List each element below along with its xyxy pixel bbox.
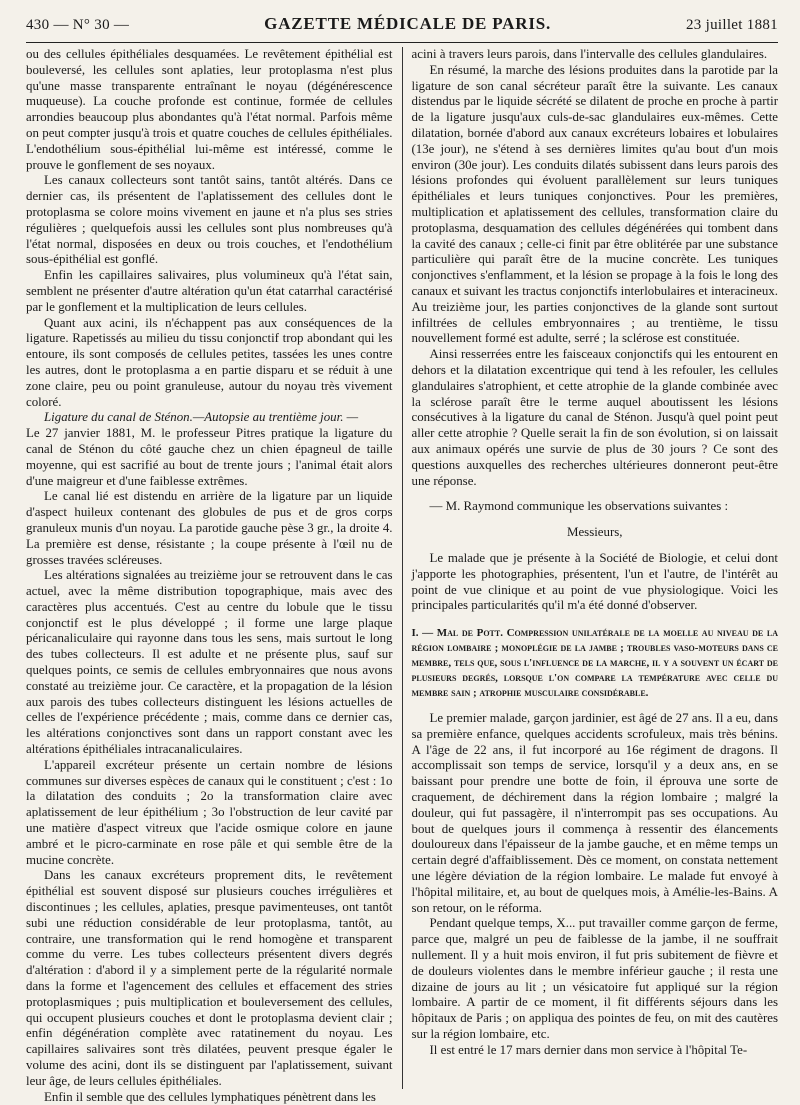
paragraph: Le premier malade, garçon jardinier, est âgé de 27 ans. Il a eu, dans sa première enfance, quelques accidents scrofuleux, mais très bénins. A l'âge de 22 ans, il fut incorporé au 16e régiment de dragons. Il accomplissait son temps de service, lorsqu'il y a deux ans, en se baissant pour prendre une botte de foin, il éprouva une sorte de craquement, de déchirement dans la région lombaire ; malgré la douleur, qui fut passagère, il n'interrompit pas ses occupations. Au bout de quelques jours il commença à ressentir des élancements douloureux dans l'épaisseur de la jambe gauche, et en même temps un certain degré d'affaiblissement. Dès ce moment, on constata nettement une légère déviation de la région lombaire. Le malade fut envoyé à l'hôpital militaire, et, au bout de quelques mois, à Amélie-les-Bains. A son retour, on le réforma. — [411, 711, 778, 915]
paragraph: acini à travers leurs parois, dans l'intervalle des cellules glandulaires. — [411, 47, 768, 61]
page-header — [26, 14, 778, 38]
page-number: 430 — N° 30 — — [26, 17, 130, 33]
paragraph: Il est entré le 17 mars dernier dans mon service à l'hôpital Te- — [429, 1042, 748, 1057]
paragraph: Enfin les capillaires salivaires, plus volumineux qu'à l'état sain, semblent ne présenter d'autre altération qu'un état catarrhal caractérisé par le gonflement et la multiplication de leurs cellules. — [26, 268, 393, 314]
journal-title: GAZETTE MÉDICALE DE PARIS. — [264, 14, 552, 33]
paragraph: ou des cellules épithéliales desquamées. Le revêtement épithélial est bouleversé, les cellules sont aplaties, leur protoplasma n'est plus qu'une masse transparente entraînant le noyau (dégénérescence muqueuse). La couche profonde est continue, formée de cellules arrondies beaucoup plus abondantes qu'à l'état normal. Parfois même on peut compter jusqu'à trois et quatre couches de cellules épithéliales. L'endothélium sous-épithélial lui-même est intéressé, comme le prouve le gonflement de ses noyaux. — [26, 47, 393, 172]
communication-line: — M. Raymond communique les observations suivantes : — [429, 499, 729, 514]
paragraph: Le malade que je présente à la Société de Biologie, et celui dont j'apporte les photographies, présentent, l'un et l'autre, de l'intérêt au point de vue clinique et au point de vue physiologique. Voici les principales particularités qu'il m'a été donné d'observer. — [411, 550, 778, 613]
paragraph: Pendant quelque temps, X... put travailler comme garçon de ferme, parce que, malgré un peu de faiblesse de la jambe, il ne souffrait nullement. Il y a huit mois environ, il fut pris subitement de fièvre et de douleurs violentes dans le membre inférieur gauche ; il resta une dizaine de jours au lit ; un vésicatoire fut appliqué sur la région lombaire. A partir de ce moment, il fit différents séjours dans les hôpitaux de Paris ; on appliqua des pointes de feu, on mit des cautères sur la région lombaire, etc. — [411, 916, 778, 1042]
paragraph: Enfin il semble que des cellules lymphatiques pénètrent dans les — [44, 1089, 376, 1104]
issue-date: 23 juillet 1881 — [685, 17, 778, 33]
paragraph: Ainsi resserrées entre les faisceaux conjonctifs qui les entourent en dehors et la dilatation excentrique qui tend à les refouler, les cellules glandulaires s'atrophient, et cette atrophie de la glande combinée avec la sclérose paraît être le terme auquel aboutissent les lésions consécutives à la ligature du canal de Sténon. Jusqu'à quel point peut aller cette atrophie ? Quelle serait la fin de son évolution, si on laissait aux animaux opérés une survie de plus de 30 jours ? Ce sont des questions auxquelles des recherches ultérieures donneront peut-être une réponse. — [411, 347, 778, 488]
paragraph: Le 27 janvier 1881, M. le professeur Pitres pratique la ligature du canal de Sténon du côté gauche chez un chien épagneul de taille moyenne, qui est sacrifié au bout de trente jours ; l'animal était alors d'une maigreur et d'une faiblesse extrêmes. — [26, 426, 393, 488]
paragraph: Les canaux collecteurs sont tantôt sains, tantôt altérés. Dans ce dernier cas, ils présentent de l'aplatissement des cellules dont le protoplasma se colore moins vivement en jaune et n'a plus ses stries régulières ; quelquefois aussi les cellules sont plus nombreuses qu'à l'état normal, disposées en deux ou trois couches, et l'endothélium sous-épithélial est gonflé. — [26, 173, 393, 267]
paragraph: Dans les canaux excréteurs proprement dits, le revêtement épithélial est souvent disposé sur plusieurs couches irrégulières et discontinues ; les cellules, aplaties, presque pavimenteuses, ont tantôt subi une réduction considérable de leur protoplasma, tantôt, au contraire, une transformation qui le rend homogène et transparent comme du verre. Les tubes collecteurs présentent divers degrés d'altération : d'abord il y a simplement perte de la régularité normale dans la forme et l'agencement des cellules et effacement des stries protoplasmiques ; puis multiplication et bouleversement des cellules, qui occupent plusieurs couches et dont le protoplasma devient clair ; enfin dégénération complète avec ratatinement du noyau. Les capillaires salivaires sont très dilatées, peuvent presque égaler le volume des acini, dont ils se distinguent par l'aplatissement, suivant leur âge, de leurs cellules épithéliales. — [26, 868, 393, 1088]
section-heading: Ligature du canal de Sténon.—Autopsie au trentième jour. — — [44, 410, 359, 425]
paragraph: En résumé, la marche des lésions produites dans la parotide par la ligature de son canal sécréteur paraît être la suivante. Les canaux distendus par le liquide sécrété se dilatent de proche en proche à partir de la ligature jusqu'aux culs-de-sac glandulaires eux-mêmes. Cette dilatation, bornée d'abord aux canaux excréteurs lobaires et lobulaires (13e jour), ne s'étend à ses dernières limites qu'au bout d'un mois environ (30e jour). Les conduits dilatés subissent dans leurs parois des lésions profondes qui évoluent parallèlement sur leurs tuniques épithéliales et leurs tuniques conjonctives. Pour les premières, multiplication et aplatissement des cellules, transformation claire du protoplasma, desquamation des cellules dégénérées qui tombent dans la cavité des canaux ; celle-ci finit par être oblitérée par une substance particulière qui paraît être de la mucine concrète. Les tuniques conjonctives s'enflamment, et la lésion se propage à la fois le long des canaux et suivant les tractus conjonctifs interlobulaires et interacineux. Au treizième jour, les parties conjonctives de la glande sont surtout infiltrées de cellules embryonnaires ; au trentième, le tissu nouvellement formé est adulte, serré ; la sclérose est constituée. — [411, 62, 778, 346]
observation-title: I. — Mal de Pott. Compression unilatérale de la moelle au niveau de la région lombaire ; monoplégie de la jambe ; troubles vaso-moteurs dans ce membre, tels que, sous l'influence de la marche, il y a souvent un écart de plusieurs degrés, lorsque l'on compare la température avec celle du membre sain ; atrophie musculaire considérable. — [411, 627, 778, 700]
header-rule — [26, 42, 778, 43]
salutation: Messieurs, — [567, 525, 623, 540]
paragraph: Le canal lié est distendu en arrière de la ligature par un liquide d'aspect huileux contenant des globules de pus et de gros corps granuleux munis d'un noyau. La parotide gauche pèse 3 gr., la droite 4. La première est dense, résistante ; la coupe présente à l'œil nu de grosses travées scléreuses. — [26, 489, 393, 567]
paragraph: L'appareil excréteur présente un certain nombre de lésions communes sur diverses espèces de canaux qui le constituent ; c'est : 1o la dilatation des conduits ; 2o la transformation claire avec aplatissement de leur épithélium ; 3o l'obstruction de leur cavité par une matière d'aspect vitreux que l'acide osmique colore en jaune ambré et le picro-carminate en rose pâle et qui semble être de la mucine concrète. — [26, 757, 393, 867]
text-columns — [26, 47, 778, 1104]
right-column — [402, 47, 779, 1089]
paragraph: Quant aux acini, ils n'échappent pas aux conséquences de la ligature. Rapetissés au milieu du tissu conjonctif trop abondant qui les entoure, ils sont composés de cellules petites, tassées les unes contre les autres, dont le protoplasma a en partie disparu et se réduit à une zone claire, peu ou point granuleuse, autour du noyau très vivement coloré. — [26, 315, 393, 409]
paragraph: Les altérations signalées au treizième jour se retrouvent dans le cas actuel, avec la même distribution topographique, mais avec des caractères plus accentués. C'est au centre du lobule que le tissu conjonctif est le plus développé ; il forme une large plaque péricanaliculaire qui rayonne dans tous les sens, mais surtout le long des tubes collecteurs. Il est adulte et ne présente plus, sauf sur quelques points, ce semis de cellules embryonnaires que nous avons constaté au treizième jour. Ce caractère, et la propagation de la lésion aux parois des tubes collecteurs distinguent les lésions actuelles de celles de l'expérience précédente ; mais, comme dans ce dernier cas, les altérations conjonctives sont dans un rapport constant avec les altérations épithéliales intracanaliculaires. — [26, 568, 393, 757]
spacer — [412, 489, 779, 499]
left-column — [26, 47, 402, 1104]
